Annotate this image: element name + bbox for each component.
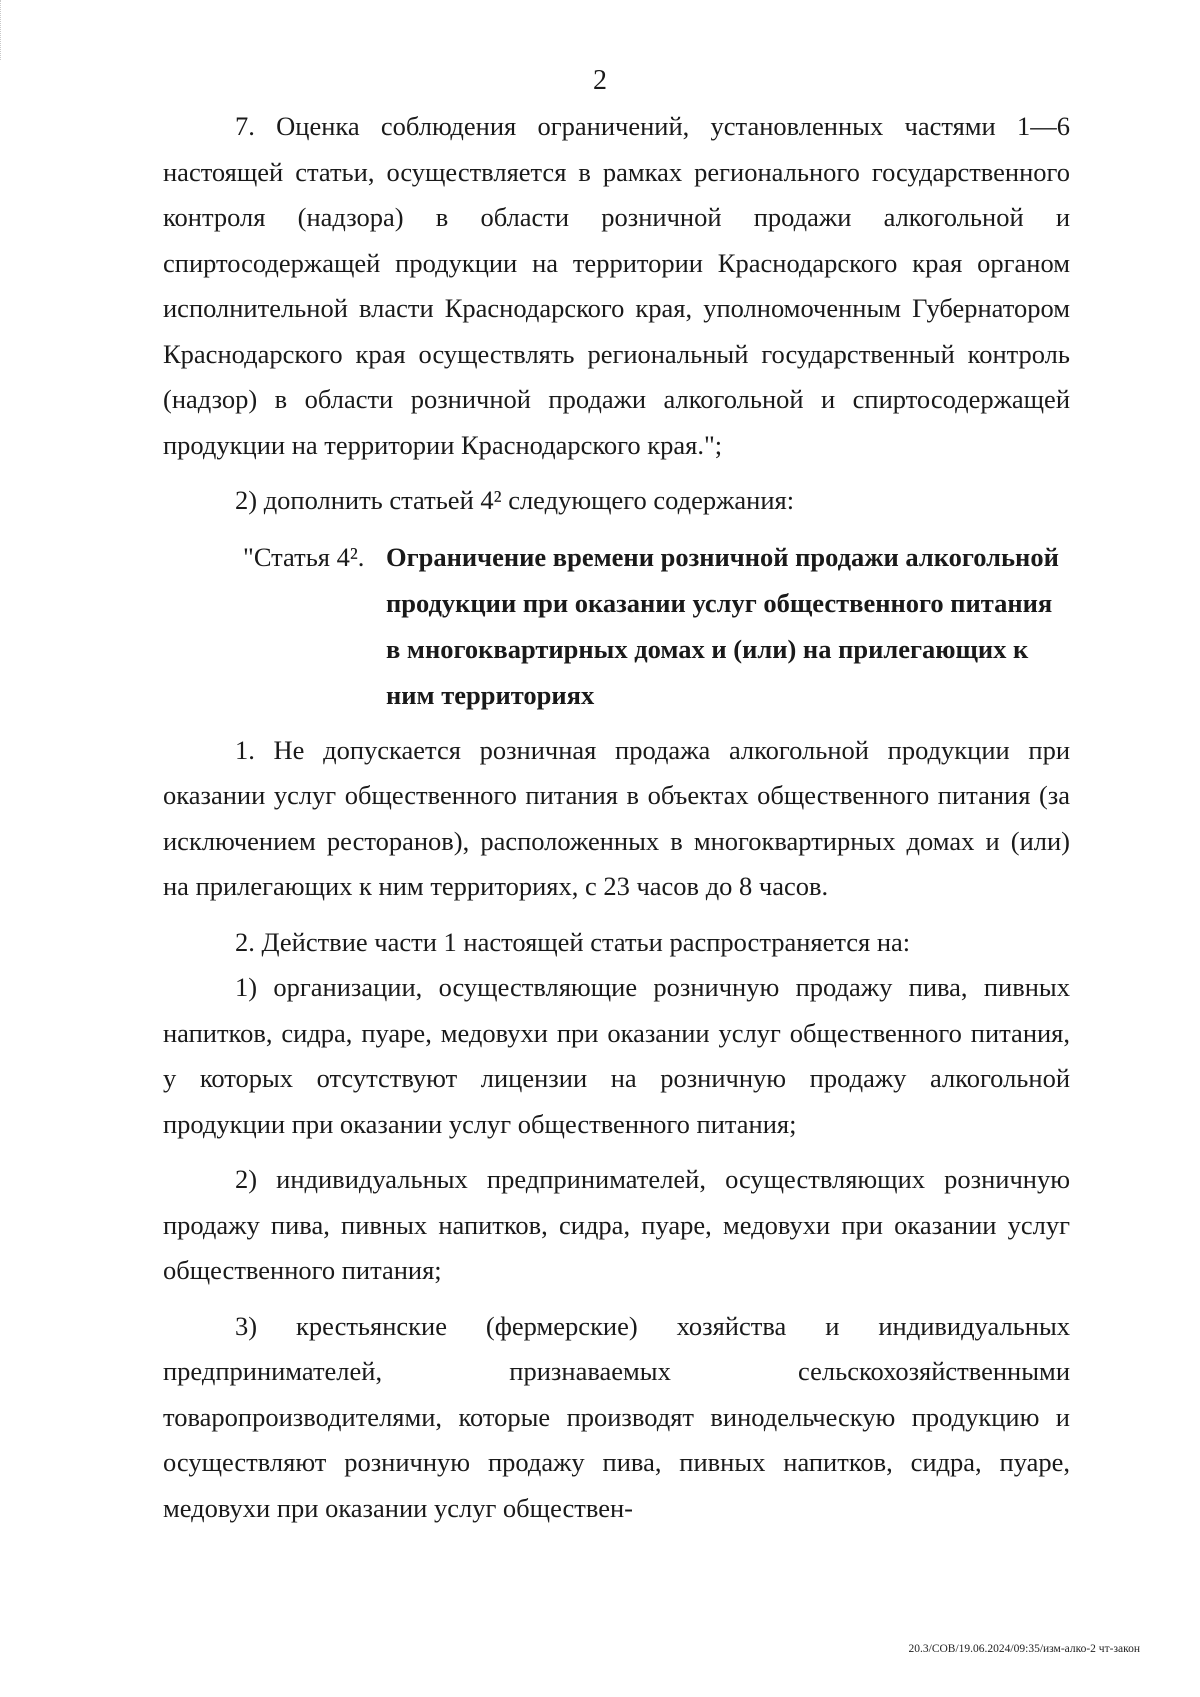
paragraph-part-2: 2. Действие части 1 настоящей статьи распространяется на:	[235, 926, 911, 957]
list-item-1: 1) организации, осуществляющие розничную продажу пива, пивных напитков, сидра, пуаре, медовухи при оказании услуг общественного питания, у которых отсутствуют лицензии на розничную продажу алкогольной продукции при оказании услуг общественного питания;	[163, 972, 1070, 1139]
article-number: "Статья 4².	[243, 541, 365, 572]
article-heading	[243, 534, 1070, 718]
paragraph-part-7: 7. Оценка соблюдения ограничений, установленных частями 1—6 настоящей статьи, осуществляется в рамках регионального государственного контроля (надзора) в области розничной продажи алкогольной и спиртосодержащей продукции на территории Краснодарского края органом исполнительной власти Краснодарского края, уполномоченным Губернатором Краснодарского края осуществлять региональный государственный контроль (надзор) в области розничной продажи алкогольной и спиртосодержащей продукции на территории Краснодарского края.";	[163, 111, 1070, 460]
list-item-3: 3) крестьянские (фермерские) хозяйства и индивидуальных предпринимателей, признаваемых сельскохозяйственными товаропроизводителями, которые производят винодельческую продукцию и осуществляют розничную продажу пива, пивных напитков, сидра, пуаре, медовухи при оказании услуг обществен-	[163, 1310, 1070, 1523]
scan-edge-mark	[0, 0, 5, 60]
paragraph-amend-article: 2) дополнить статьей 4² следующего содержания:	[235, 485, 795, 515]
list-item-2: 2) индивидуальных предпринимателей, осуществляющих розничную продажу пива, пивных напитков, сидра, пуаре, медовухи при оказании услуг общественного питания;	[163, 1164, 1070, 1285]
article-title: Ограничение времени розничной продажи алкогольной продукции при оказании услуг общественного питания в многоквартирных домах и (или) на прилегающих к ним территориях	[386, 541, 1059, 710]
document-body	[163, 104, 1070, 1531]
paragraph-part-1: 1. Не допускается розничная продажа алкогольной продукции при оказании услуг общественного питания в объектах общественного питания (за исключением ресторанов), расположенных в многоквартирных домах и (или) на прилегающих к ним территориях, с 23 часов до 8 часов.	[163, 734, 1070, 901]
document-footer-code: 20.3/СОВ/19.06.2024/09:35/изм-алко-2 чт-закон	[908, 1643, 1140, 1655]
page-number: 2	[593, 65, 607, 96]
